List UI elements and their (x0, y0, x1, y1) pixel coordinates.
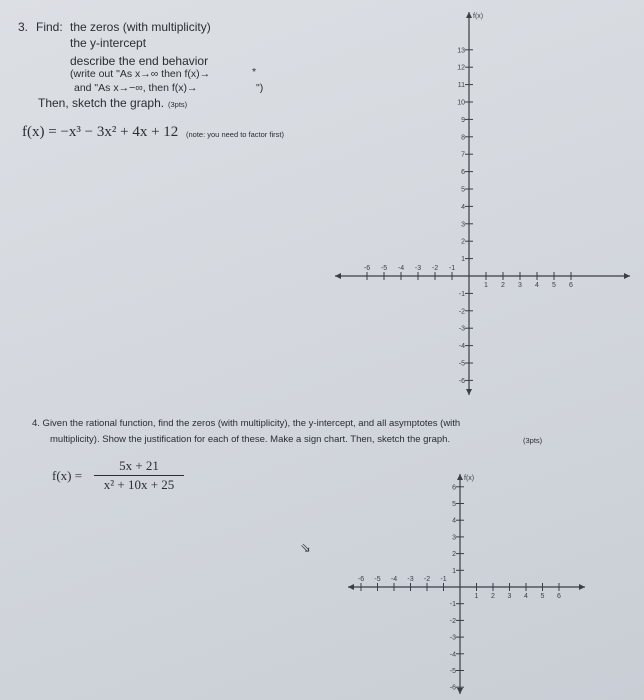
x-tick-label: 2 (491, 593, 495, 600)
y-tick-label: -5 (449, 668, 456, 675)
y-tick-label: -1 (458, 290, 465, 298)
problem-4-fx: f(x) = (52, 468, 83, 483)
problem-3-number: 3. (18, 20, 29, 34)
x-tick-label: 4 (535, 282, 539, 289)
x-tick-label: -3 (414, 265, 422, 272)
problem-3-end-behavior-a: (write out "As x→∞ then f(x)→ (70, 68, 211, 80)
problem-3-function: f(x) = −x³ − 3x² + 4x + 12 (22, 124, 179, 140)
x-tick-label: 5 (552, 282, 556, 289)
y-tick-label: 1 (452, 567, 456, 575)
x-tick-label: -4 (390, 576, 398, 583)
y-axis-label: f(x) (473, 13, 484, 20)
y-tick-label: 2 (461, 238, 465, 246)
problem-3-sketch: Then, sketch the graph. (38, 96, 165, 110)
x-tick-label: -6 (363, 265, 371, 272)
problem-3-end-behavior-b: and "As x→−∞, then f(x)→ (74, 82, 198, 94)
y-tick-label: 5 (461, 186, 465, 194)
y-tick-label: 8 (461, 134, 465, 142)
y-tick-label: 4 (452, 517, 456, 525)
y-tick-label: -4 (458, 343, 465, 351)
y-tick-label: -3 (458, 325, 465, 333)
x-tick-label: -2 (431, 265, 439, 272)
y-tick-label: 13 (457, 47, 465, 55)
problem-4-numerator: 5x + 21 (119, 458, 159, 473)
x-tick-label: 6 (557, 593, 561, 600)
cursor-arrow-icon: ⇘ (300, 540, 311, 555)
x-tick-label: -5 (380, 265, 388, 272)
y-tick-label: -6 (458, 377, 465, 385)
x-tick-label: 5 (540, 593, 545, 600)
y-tick-label: 5 (452, 501, 456, 508)
x-tick-label: -4 (397, 265, 405, 272)
y-tick-label: -5 (458, 360, 465, 368)
y-tick-label: 6 (461, 169, 465, 177)
x-axis-right-arrow (579, 584, 585, 590)
y-tick-label: 4 (461, 203, 465, 211)
x-tick-label: 4 (524, 593, 528, 600)
problem-3-end-behavior: describe the end behavior (70, 54, 209, 68)
y-tick-label: 3 (452, 534, 456, 542)
problem-3-star: * (252, 66, 257, 78)
y-axis-label: f(x) (464, 475, 475, 482)
y-tick-label: 2 (452, 551, 456, 559)
y-tick-label: -2 (458, 308, 465, 316)
y-tick-label: -1 (449, 601, 456, 609)
x-tick-label: -2 (423, 576, 431, 583)
problem-3-note: (note: you need to factor first) (186, 130, 284, 139)
y-tick-label: 7 (461, 151, 465, 159)
x-tick-label: 2 (501, 282, 505, 289)
x-tick-label: 3 (518, 282, 522, 289)
y-tick-label: -2 (449, 617, 456, 625)
x-tick-label: -1 (448, 265, 456, 272)
x-tick-label: 6 (569, 282, 573, 289)
y-tick-label: -6 (449, 684, 456, 692)
problem-3-points: (3pts) (168, 100, 188, 109)
y-tick-label: 10 (457, 99, 465, 107)
x-tick-label: -5 (374, 576, 381, 583)
x-tick-label: 3 (507, 593, 512, 600)
x-tick-label: -3 (407, 576, 414, 583)
problem-3-quote-close: ") (256, 82, 264, 94)
x-axis-left-arrow (348, 584, 354, 590)
x-tick-label: 1 (484, 282, 488, 289)
x-tick-label: -1 (440, 576, 447, 583)
problem-3-y-intercept: the y-intercept (70, 36, 147, 50)
y-axis-up-arrow (457, 474, 463, 480)
y-tick-label: 6 (452, 484, 456, 492)
y-tick-label: 9 (461, 116, 465, 124)
y-tick-label: 12 (457, 64, 465, 72)
y-axis-down-arrow (457, 688, 463, 694)
problem-4-line2: multiplicity). Show the justification for each of these. Make a sign chart. Then, sketch the graph. (50, 434, 451, 445)
x-tick-label: 1 (474, 593, 479, 600)
y-tick-label: -4 (449, 651, 456, 659)
y-tick-label: -3 (449, 634, 456, 642)
problem-3-zeros: the zeros (with multiplicity) (70, 20, 211, 34)
problem-3-find: Find: (36, 20, 63, 34)
problem-4-denominator: x² + 10x + 25 (103, 477, 175, 492)
x-tick-label: -6 (357, 576, 365, 583)
y-tick-label: 3 (461, 221, 465, 229)
problem-4-line1: 4. Given the rational function, find the zeros (with multiplicity), the y-intercept, and all asymptotes (with (32, 418, 461, 429)
y-tick-label: 11 (457, 82, 465, 90)
y-tick-label: 1 (461, 256, 465, 264)
problem-4-points: (3pts) (523, 436, 543, 445)
